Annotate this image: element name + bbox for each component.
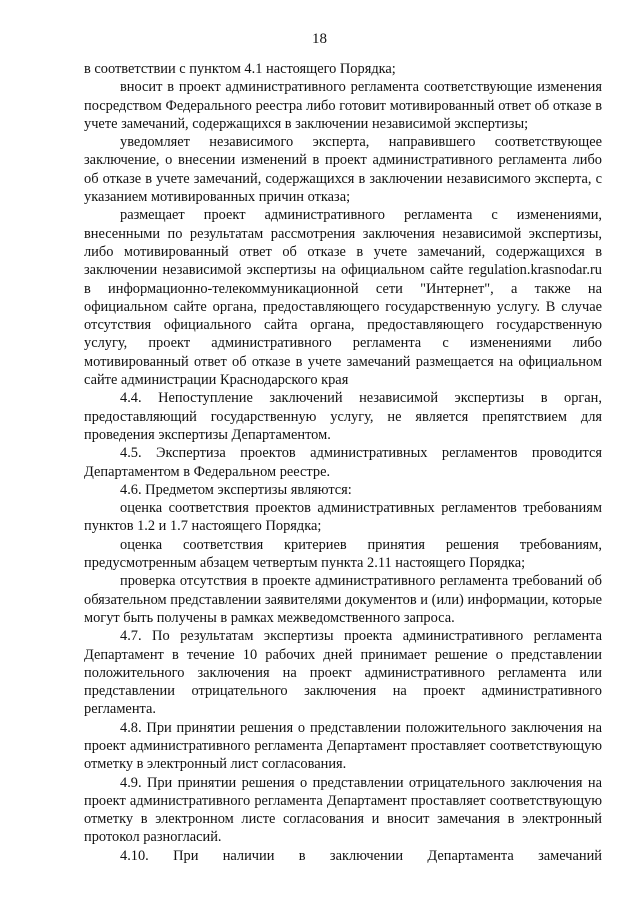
paragraph-14: 4.10. При наличии в заключении Департамента замечаний [120,847,602,864]
paragraph-9: оценка соответствия критериев принятия решения требованиям, предусмотренным абзацем четвертым пункта 2.11 настоящего Порядка; [84,536,602,572]
paragraph-12: 4.8. При принятии решения о представлении положительного заключения на проект административного регламента Департамент проставляет соответствующую отметку в электронный лист согласования. [84,719,602,773]
paragraph-5: 4.4. Непоступление заключений независимой экспертизы в орган, предоставляющий государственную услугу, не является препятствием для проведения экспертизы Департаментом. [84,390,602,443]
document-body [84,60,602,865]
paragraph-8: оценка соответствия проектов административных регламентов требованиям пунктов 1.2 и 1.7 настоящего Порядка; [84,500,602,535]
paragraph-13: 4.9. При принятии решения о представлении отрицательного заключения на проект административного регламента Департамент проставляет соответствующую отметку в электронном листе согласования и вносит замечания в электронный протокол разногласий. [84,774,602,846]
paragraph-4: размещает проект административного регламента с изменениями, внесенными по результатам рассмотрения заключения независимой экспертизы, либо мотивированный ответ об отказе в учете замечаний, содержащихся в заключении независимой экспертизы на официальном сайте regulation.krasnodar.ru в информационно-телекоммуникационной сети "Интернет", а также на официальном сайте органа, предоставляющего государственную услугу. В случае отсутствия официального сайта органа, предоставляющего государственную услугу, проект административного регламента с изменениями либо мотивированный ответ об отказе в учете замечаний размещается на официальном сайте администрации Краснодарского края [84,207,602,389]
paragraph-3: уведомляет независимого эксперта, направившего соответствующее заключение, о внесении изменений в проект административного регламента либо об отказе в учете замечаний, содержащихся в заключении независимого эксперта, с указанием мотивированных причин отказа; [84,134,602,206]
page-number: 18 [312,31,327,47]
paragraph-1: в соответствии с пунктом 4.1 настоящего Порядка; [84,61,396,77]
paragraph-7: 4.6. Предметом экспертизы являются: [120,481,352,498]
paragraph-6: 4.5. Экспертиза проектов административных регламентов проводится Департаментом в Федеральном реестре. [84,445,602,480]
paragraph-2: вносит в проект административного регламента соответствующие изменения посредством Федерального реестра либо готовит мотивированный ответ об отказе в учете замечаний, содержащихся в заключении независимой экспертизы; [84,79,602,132]
paragraph-10: проверка отсутствия в проекте административного регламента требований об обязательном представлении заявителями документов и (или) информации, которые могут быть получены в рамках межведомственного запроса. [84,573,602,626]
paragraph-11: 4.7. По результатам экспертизы проекта административного регламента Департамент в течение 10 рабочих дней принимает решение о представлении положительного заключения на проект административного регламента или представлении отрицательного заключения на проект административного регламента. [84,628,602,718]
